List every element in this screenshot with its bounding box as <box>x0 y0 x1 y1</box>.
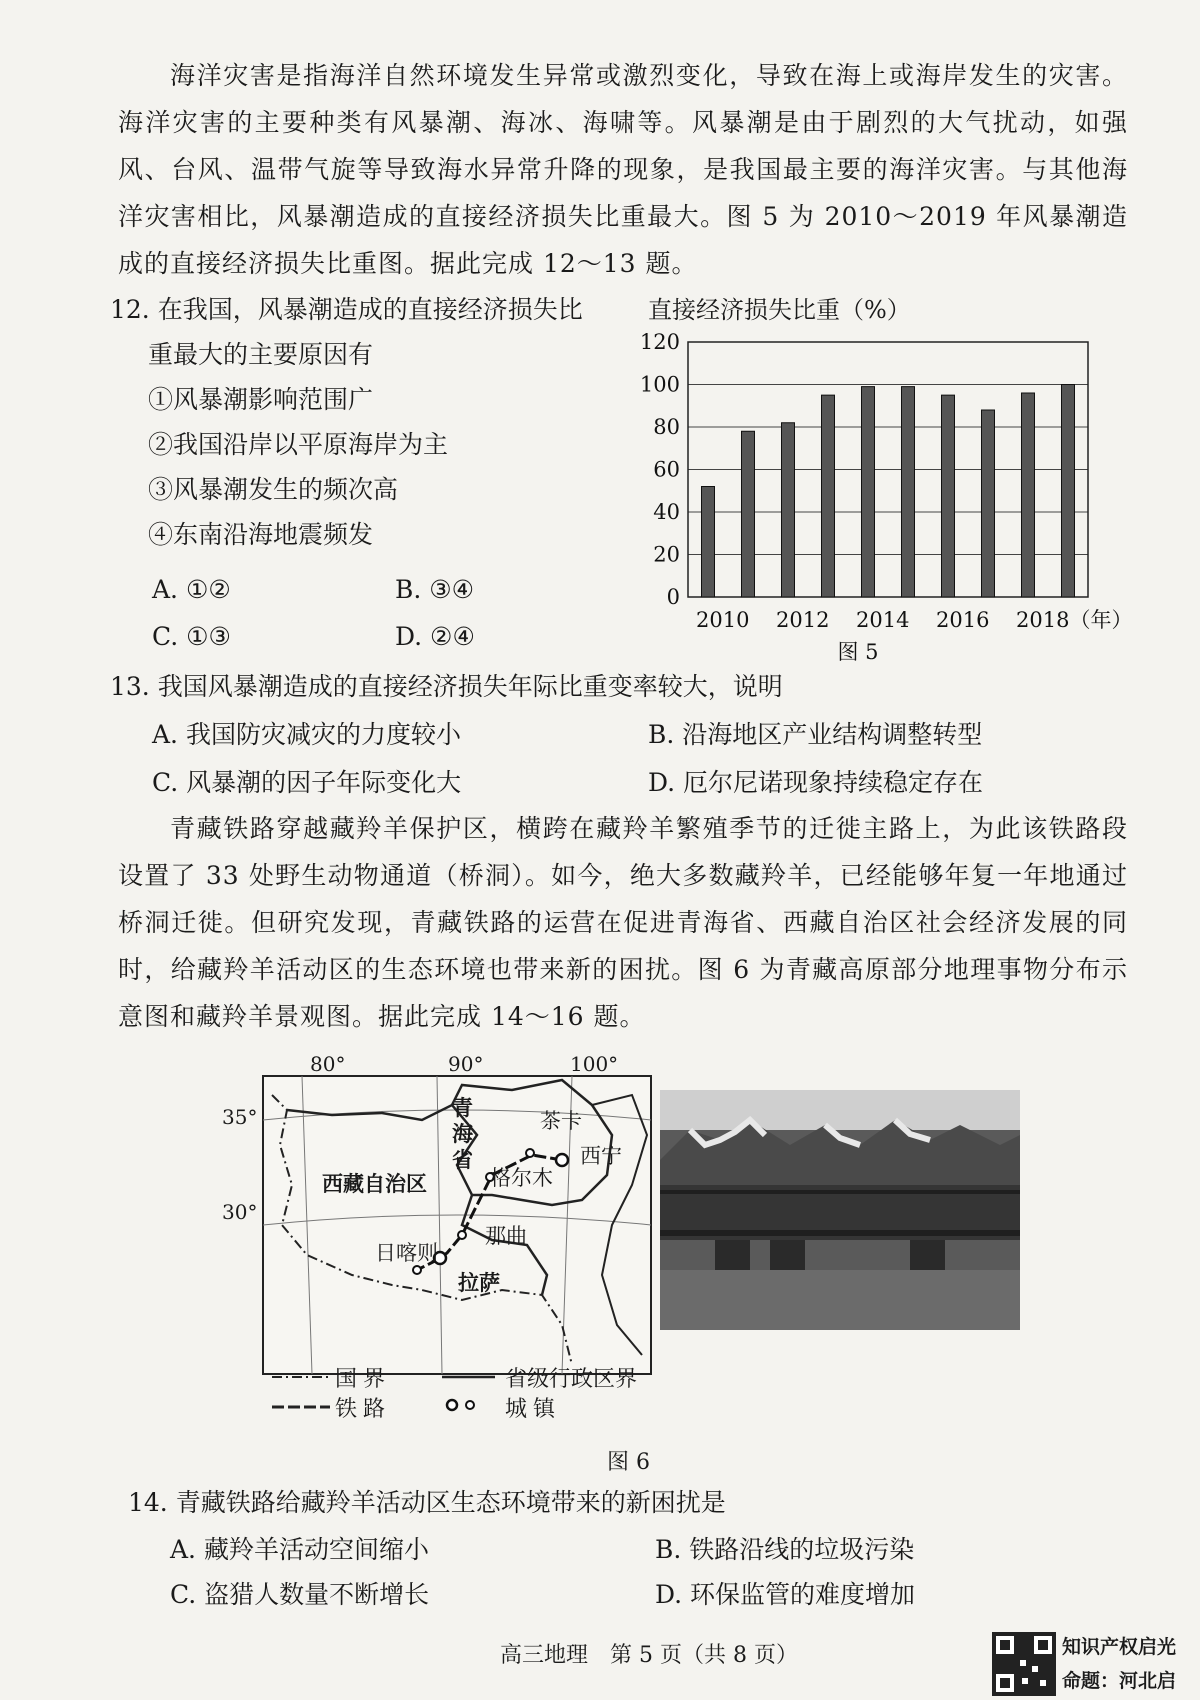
bar-2010 <box>702 487 715 598</box>
x-tick-label: 2016 <box>936 608 990 632</box>
corner-notice-line2: 命题：河北启 <box>1062 1670 1177 1692</box>
lat-label-30: 30° <box>222 1200 258 1224</box>
figure-5-chart <box>640 290 1160 665</box>
y-tick-label: 60 <box>653 457 680 482</box>
legend-railway: 铁路 <box>335 1397 392 1422</box>
y-tick-label: 0 <box>666 585 680 609</box>
lon-label-80: 80° <box>310 1052 346 1076</box>
region-tibet: 西藏自治区 <box>322 1171 427 1196</box>
q12-item-4: ④东南沿海地震频发 <box>148 520 374 549</box>
q14-option-b: B. 铁路沿线的垃圾污染 <box>655 1535 915 1564</box>
q12-stem-line2: 重最大的主要原因有 <box>148 340 374 369</box>
q12-item-2: ②我国沿岸以平原海岸为主 <box>148 430 449 459</box>
bar-2019 <box>1062 385 1075 598</box>
corner-notice-line1: 知识产权启光 <box>1062 1636 1177 1658</box>
legend-town: 城镇 <box>505 1397 562 1422</box>
q14-option-d: D. 环保监管的难度增加 <box>655 1580 916 1609</box>
y-tick-label: 100 <box>640 372 680 397</box>
legend-symbols-left <box>270 1365 340 1415</box>
city-golmud: 格尔木 <box>490 1166 553 1190</box>
y-tick-label: 20 <box>653 542 680 567</box>
q12-stem-line1: 12. 在我国，风暴潮造成的直接经济损失比 <box>110 295 583 324</box>
q12-option-d: D. ②④ <box>395 622 475 651</box>
chart-title: 直接经济损失比重（%） <box>648 296 911 324</box>
town-xining <box>556 1154 568 1166</box>
bar-2015 <box>902 387 915 597</box>
q13-option-d: D. 厄尔尼诺现象持续稳定存在 <box>648 768 984 797</box>
region-qinghai: 青海省 <box>452 1095 473 1172</box>
city-xigaze: 日喀则 <box>375 1241 438 1265</box>
city-nagqu: 那曲 <box>485 1224 527 1248</box>
bar-2014 <box>862 387 875 597</box>
q12-option-a: A. ①② <box>152 575 231 604</box>
q12-option-b: B. ③④ <box>395 575 475 604</box>
bar-2018 <box>1022 393 1035 597</box>
bar-chart-svg <box>640 290 1160 665</box>
y-tick-label: 40 <box>653 500 680 524</box>
x-tick-label: 2014 <box>856 608 910 632</box>
town-nagqu <box>458 1231 466 1239</box>
q14-stem: 14. 青藏铁路给藏羚羊活动区生态环境带来的新困扰是 <box>128 1488 726 1517</box>
x-tick-label: 2012 <box>776 608 830 632</box>
figure-5-caption: 图 5 <box>837 640 879 664</box>
bar-2012 <box>782 423 795 597</box>
y-tick-label: 120 <box>640 330 680 354</box>
page-footer: 高三地理 第 5 页（共 8 页） <box>500 1643 798 1668</box>
x-tick-label: 2010 <box>696 608 750 632</box>
town-xigaze <box>413 1266 421 1274</box>
q13-option-a: A. 我国防灾减灾的力度较小 <box>152 720 461 749</box>
x-tick-label: 2018（年） <box>1016 608 1133 632</box>
qr-code-icon <box>992 1632 1056 1696</box>
legend-symbols-right <box>440 1365 500 1415</box>
lat-label-35: 35° <box>222 1105 258 1129</box>
legend-province: 省级行政区界 <box>505 1367 638 1392</box>
bar-2013 <box>822 395 835 597</box>
town-chaka <box>526 1149 534 1157</box>
q14-option-c: C. 盗猎人数量不断增长 <box>170 1580 430 1609</box>
bar-2017 <box>982 410 995 597</box>
figure-6-caption: 图 6 <box>607 1450 650 1475</box>
q13-stem: 13. 我国风暴潮造成的直接经济损失年际比重变率较大，说明 <box>110 672 783 701</box>
city-lhasa: 拉萨 <box>458 1270 500 1295</box>
intro-passage-storm-surge: 海洋灾害是指海洋自然环境发生异常或激烈变化，导致在海上或海岸发生的灾害。海洋灾害的主要种类有风暴潮、海冰、海啸等。风暴潮是由于剧烈的大气扰动，如强风、台风、温带气旋等导致海水异常升降的现象，是我国最主要的海洋灾害。与其他海洋灾害相比，风暴潮造成的直接经济损失比重最大。图 5 为 2010～2019 年风暴潮造成的直接经济损失比重图。据此完成 12～13 题。 <box>118 61 1128 278</box>
q14-option-a: A. 藏羚羊活动空间缩小 <box>170 1535 429 1564</box>
tibetan-antelope-photo <box>660 1090 1020 1330</box>
q13-option-b: B. 沿海地区产业结构调整转型 <box>648 720 983 749</box>
q12-option-c: C. ①③ <box>152 622 231 651</box>
lon-label-100: 100° <box>570 1052 619 1076</box>
intro-passage-railway: 青藏铁路穿越藏羚羊保护区，横跨在藏羚羊繁殖季节的迁徙主路上，为此该铁路段设置了 33 处野生动物通道（桥洞）。如今，绝大多数藏羚羊，已经能够年复一年地通过桥洞迁徙。但研究发现，青藏铁路的运营在促进青海省、西藏自治区社会经济发展的同时，给藏羚羊活动区的生态环境也带来新的困扰。图 6 为青藏高原部分地理事物分布示意图和藏羚羊景观图。据此完成 14～16 题。 <box>118 814 1128 1031</box>
q12-item-1: ①风暴潮影响范围广 <box>148 385 374 414</box>
city-chaka: 茶卡 <box>540 1109 582 1133</box>
q12-item-3: ③风暴潮发生的频次高 <box>148 475 399 504</box>
legend-border: 国界 <box>335 1367 392 1392</box>
q13-option-c: C. 风暴潮的因子年际变化大 <box>152 768 462 797</box>
y-tick-label: 80 <box>653 415 680 439</box>
lon-label-90: 90° <box>448 1052 484 1076</box>
city-xining: 西宁 <box>580 1144 622 1168</box>
bar-2016 <box>942 395 955 597</box>
railway-landscape-picture <box>660 1090 1020 1330</box>
bar-2011 <box>742 431 755 597</box>
